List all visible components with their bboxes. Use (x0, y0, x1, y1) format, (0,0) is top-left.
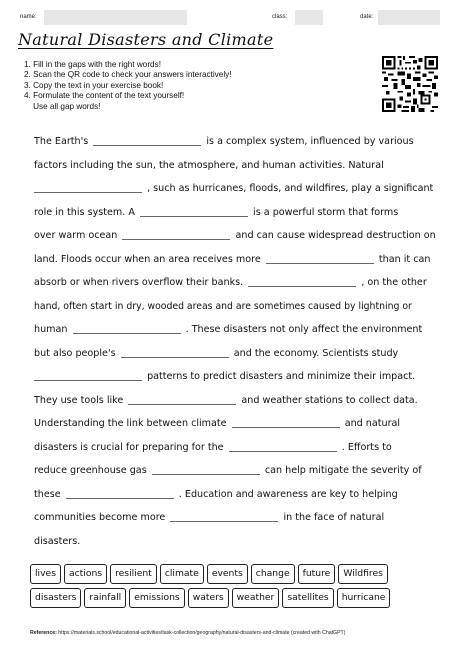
word-chip[interactable]: climate (160, 564, 204, 584)
text-line (34, 177, 434, 201)
name-field[interactable] (44, 10, 187, 25)
word-chip[interactable]: waters (188, 588, 229, 608)
gap-field[interactable] (170, 510, 278, 522)
word-chip[interactable]: lives (30, 564, 61, 584)
text-segment: role in this system. A (34, 206, 135, 218)
text-line (34, 271, 426, 295)
word-bank-row (30, 564, 430, 584)
word-chip[interactable]: change (251, 564, 295, 584)
text-line (34, 130, 426, 154)
gap-field[interactable] (73, 322, 181, 334)
gap-text (34, 130, 436, 553)
word-chip[interactable]: hurricane (337, 588, 391, 608)
text-segment: disasters is crucial for preparing for the (34, 441, 224, 453)
word-chip[interactable]: emissions (129, 588, 185, 608)
gap-field[interactable] (232, 416, 340, 428)
text-segment: patterns to predict disasters and minimize their impact. (147, 371, 416, 382)
text-line (34, 342, 426, 366)
text-segment: disasters. (34, 535, 81, 547)
name-label: name: (20, 14, 37, 20)
word-chip[interactable]: actions (64, 564, 107, 584)
word-bank-row (30, 588, 430, 608)
gap-field[interactable] (34, 369, 142, 381)
text-line (34, 530, 426, 554)
text-segment: , such as hurricanes, floods, and wildfires, play a significant (147, 183, 434, 194)
gap-field[interactable] (93, 134, 201, 146)
date-label: date: (360, 14, 374, 20)
text-line (34, 248, 431, 272)
gap-field[interactable] (140, 205, 248, 217)
date-field[interactable] (378, 10, 440, 25)
gap-field[interactable] (266, 252, 374, 264)
word-chip[interactable]: future (298, 564, 336, 584)
class-field[interactable] (295, 10, 323, 25)
text-line (34, 412, 426, 436)
text-segment: They use tools like (34, 394, 124, 406)
text-line (34, 506, 426, 530)
instruction-item: 1. Fill in the gaps with the right words! (24, 60, 161, 69)
text-line (34, 436, 426, 460)
text-line (34, 154, 426, 178)
text-line (34, 201, 426, 225)
reference-link[interactable]: https://materials.school/educational-activities/task-collection/geography/natural-disasters-and-climate (created with ChatGPT) (58, 630, 346, 636)
reference-line (30, 630, 345, 636)
text-segment: is a powerful storm that forms (253, 206, 399, 218)
text-segment: hand, often start in dry, wooded areas and are sometimes caused by lightning or (34, 300, 412, 312)
word-chip[interactable]: events (207, 564, 248, 584)
text-segment: land. Floods occur when an area receives more (34, 253, 261, 265)
word-chip[interactable]: disasters (30, 588, 81, 608)
text-line (34, 318, 426, 342)
worksheet-header (0, 10, 460, 26)
text-line (34, 389, 426, 413)
gap-field[interactable] (66, 487, 174, 499)
word-chip[interactable]: weather (232, 588, 280, 608)
text-segment: can help mitigate the severity of (264, 465, 422, 476)
qr-code-icon[interactable] (382, 56, 438, 112)
instruction-item: Use all gap words! (24, 101, 101, 111)
instruction-item: 2. Scan the QR code to check your answers interactively! (24, 70, 232, 80)
text-segment: and natural (344, 418, 401, 429)
text-segment: and can cause widespread destruction on (235, 230, 436, 241)
text-line (34, 483, 426, 507)
text-segment: reduce greenhouse gas (34, 465, 147, 476)
text-line (34, 365, 426, 389)
class-label: class: (272, 14, 288, 20)
text-segment: is a complex system, influenced by various (206, 136, 414, 147)
text-line (34, 224, 436, 248)
text-line (34, 459, 426, 483)
word-chip[interactable]: Wildfires (338, 564, 388, 584)
text-segment: than it can (378, 253, 431, 265)
gap-field[interactable] (128, 393, 236, 405)
instruction-item: 3. Copy the text in your exercise book! (24, 80, 164, 90)
text-segment: absorb or when rivers overflow their banks. (34, 277, 244, 288)
gap-field[interactable] (229, 440, 337, 452)
text-segment: communities become more (34, 512, 166, 523)
gap-field[interactable] (248, 275, 356, 287)
text-segment: and the economy. Scientists study (233, 347, 399, 359)
text-segment: . These disasters not only affect the environment (185, 324, 423, 335)
instructions-list (24, 60, 232, 112)
text-segment: Understanding the link between climate (34, 418, 227, 429)
gap-field[interactable] (122, 228, 230, 240)
word-chip[interactable]: resilient (110, 564, 157, 584)
instruction-item: 4. Formulate the content of the text yourself! (24, 91, 185, 101)
text-segment: human (34, 324, 68, 335)
text-segment: factors including the sun, the atmosphere, and human activities. Natural (34, 159, 384, 171)
word-chip[interactable]: satellites (282, 588, 333, 608)
gap-field[interactable] (34, 181, 142, 193)
gap-field[interactable] (121, 346, 229, 358)
text-segment: . Education and awareness are key to helping (178, 488, 398, 500)
word-chip[interactable]: rainfall (84, 588, 126, 608)
gap-field[interactable] (152, 463, 260, 475)
text-segment: these (34, 488, 61, 500)
text-segment: . Efforts to (341, 441, 392, 453)
worksheet-title: Natural Disasters and Climate (18, 30, 274, 49)
text-line (34, 295, 426, 319)
reference-label: Reference: (30, 630, 57, 636)
text-segment: but also people's (34, 347, 116, 359)
text-segment: , on the other (361, 277, 427, 288)
text-segment: over warm ocean (34, 230, 118, 241)
text-segment: in the face of natural (283, 512, 385, 523)
text-segment: and weather stations to collect data. (241, 394, 418, 406)
word-bank (30, 564, 430, 612)
text-segment: The Earth's (34, 136, 89, 147)
